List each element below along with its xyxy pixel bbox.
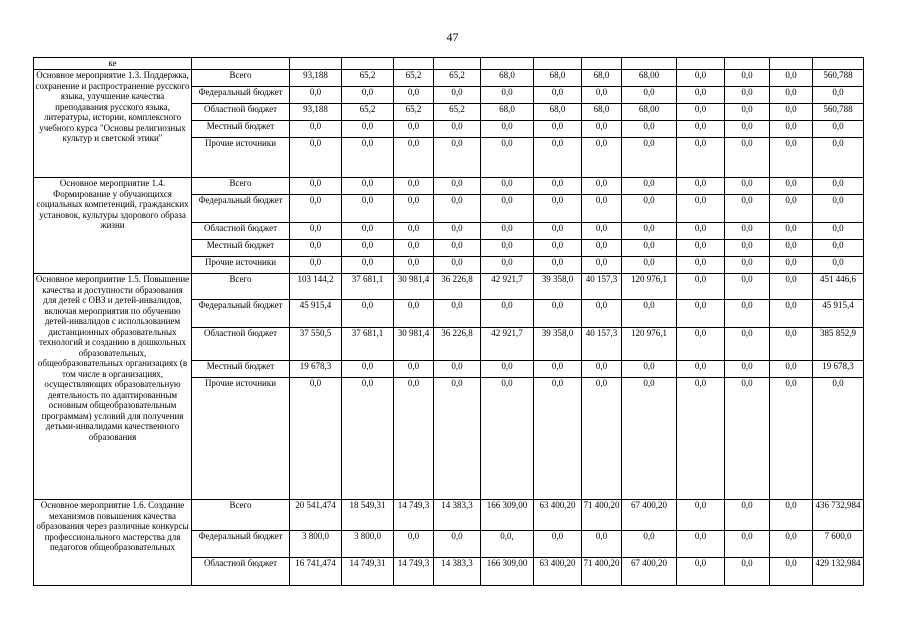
value-cell: 0,0 [342,138,394,178]
table-row [34,70,864,87]
value-cell: 0,0 [342,121,394,138]
value-cell: 0,0 [813,87,864,104]
value-cell: 0,0 [770,361,813,378]
value-cell: 0,0 [770,104,813,121]
value-cell: 0,0 [770,300,813,328]
value-cell: 16 741,474 [290,558,342,586]
value-cell: 71 400,20 [582,558,622,586]
value-cell: 0,0 [290,178,342,195]
value-cell: 0,0 [725,500,770,531]
continuation-row [34,58,864,70]
value-cell: 0,0 [582,138,622,178]
value-cell: 0,0 [725,223,770,240]
value-cell: 0,0 [725,257,770,274]
value-cell: 0,0 [342,300,394,328]
value-cell: 19 678,3 [813,361,864,378]
empty-cell [622,58,677,70]
value-cell: 67 400,20 [622,500,677,531]
value-cell: 65,2 [342,104,394,121]
value-cell: 0,0 [434,87,481,104]
value-cell: 36 226,8 [434,328,481,361]
value-cell: 0,0 [290,240,342,257]
value-cell: 0,0 [770,223,813,240]
value-cell: 71 400,20 [582,500,622,531]
value-cell: 0,0 [534,378,582,500]
value-cell: 0,0 [677,500,725,531]
value-cell: 0,0 [394,378,434,500]
value-cell: 0,0 [770,531,813,558]
value-cell: 0,0 [813,257,864,274]
value-cell: 0,0 [813,121,864,138]
funding-source: Федеральный бюджет [192,300,290,328]
value-cell: 0,0 [725,378,770,500]
value-cell: 0,0 [770,70,813,87]
value-cell: 0,0 [394,223,434,240]
value-cell: 0,0 [481,300,534,328]
value-cell: 0,0 [677,378,725,500]
value-cell: 14 383,3 [434,558,481,586]
value-cell: 63 400,20 [534,558,582,586]
funding-source: Всего [192,178,290,195]
value-cell: 0,0 [725,328,770,361]
value-cell: 68,0 [534,70,582,87]
value-cell: 0,0 [582,300,622,328]
activity-title: Основное мероприятие 1.4. Формирование у обучающихся социальных компетенций, гражданских установок, культуры здорового образа жизни [34,178,192,274]
table-body [34,58,864,586]
value-cell: 30 981,4 [394,328,434,361]
value-cell: 0,0 [342,223,394,240]
funding-source: Местный бюджет [192,361,290,378]
value-cell: 39 358,0 [534,274,582,300]
value-cell: 0,0 [677,70,725,87]
value-cell: 0,0 [725,178,770,195]
empty-cell [192,58,290,70]
value-cell: 45 915,4 [290,300,342,328]
value-cell: 0,0 [725,274,770,300]
value-cell: 19 678,3 [290,361,342,378]
value-cell: 0,0 [290,195,342,223]
value-cell: 0,0 [677,223,725,240]
value-cell: 0,0 [770,378,813,500]
value-cell: 93,188 [290,104,342,121]
value-cell: 0,0 [622,223,677,240]
value-cell: 0,0 [534,240,582,257]
value-cell: 0,0 [770,178,813,195]
page-number: 47 [446,30,459,44]
empty-cell [534,58,582,70]
value-cell: 0,0 [290,223,342,240]
value-cell: 3 800,0 [342,531,394,558]
value-cell: 120 976,1 [622,274,677,300]
value-cell: 0,0 [582,257,622,274]
value-cell: 0,0 [677,558,725,586]
value-cell: 0,0 [622,121,677,138]
value-cell: 0,0 [677,87,725,104]
value-cell: 40 157,3 [582,274,622,300]
value-cell: 14 749,3 [394,558,434,586]
value-cell: 0,0 [622,87,677,104]
value-cell: 0,0 [534,223,582,240]
value-cell: 0,0 [394,138,434,178]
value-cell: 560,788 [813,70,864,87]
value-cell: 0,0 [770,328,813,361]
value-cell: 0,0 [725,70,770,87]
value-cell: 0,0 [434,240,481,257]
empty-cell [342,58,394,70]
value-cell: 436 732,984 [813,500,864,531]
value-cell: 0,0 [434,361,481,378]
value-cell: 36 226,8 [434,274,481,300]
activity-title: Основное мероприятие 1.5. Повышение качества и доступности образования для детей с ОВЗ и детей-инвалидов, включая мероприятия по обучению детей-инвалидов с использованием дистанционных образовательных технологий и созданию в дошкольных образовательных, общеобразовательных организациях (в том числе в организациях, осуществляющих образовательную деятельность по адаптированным основным общеобразовательным программам) условий для получения детьми-инвалидами качественного образования [34,274,192,500]
value-cell: 0,0 [534,195,582,223]
value-cell: 0,0 [725,558,770,586]
value-cell: 37 681,1 [342,274,394,300]
funding-source: Всего [192,274,290,300]
value-cell: 0,0 [813,195,864,223]
value-cell: 0,0 [813,240,864,257]
value-cell: 68,0 [582,70,622,87]
value-cell: 0,0 [677,240,725,257]
continuation-cell: ке [34,58,192,70]
value-cell: 0,0 [394,257,434,274]
value-cell: 68,00 [622,104,677,121]
value-cell: 0,0 [582,378,622,500]
value-cell: 120 976,1 [622,328,677,361]
value-cell: 20 541,474 [290,500,342,531]
value-cell: 0,0 [725,300,770,328]
value-cell: 30 981,4 [394,274,434,300]
value-cell: 3 800,0 [290,531,342,558]
value-cell: 0,0 [813,223,864,240]
value-cell: 0,0 [394,300,434,328]
value-cell: 0,0 [534,361,582,378]
value-cell: 0,0 [725,138,770,178]
empty-cell [481,58,534,70]
value-cell: 0,0 [290,257,342,274]
value-cell: 0,0 [534,257,582,274]
value-cell: 0,0 [725,195,770,223]
table-row [34,178,864,195]
value-cell: 18 549,31 [342,500,394,531]
value-cell: 0,0 [481,361,534,378]
value-cell: 0,0 [770,257,813,274]
value-cell: 39 358,0 [534,328,582,361]
value-cell: 0,0 [813,178,864,195]
value-cell: 0,0 [342,257,394,274]
funding-source: Прочие источники [192,378,290,500]
value-cell: 0,0 [770,558,813,586]
value-cell: 0,0 [534,178,582,195]
value-cell: 0,0 [813,378,864,500]
value-cell: 0,0 [394,87,434,104]
value-cell: 65,2 [434,104,481,121]
activity-title: Основное мероприятие 1.3. Поддержка, сохранение и распространение русского языка, улучшение качества преподавания русского языка, литературы, истории, комплексного учебного курса "Основы религиозных культур и светской этики" [34,70,192,178]
funding-source: Местный бюджет [192,121,290,138]
funding-source: Прочие источники [192,138,290,178]
value-cell: 0,0 [677,531,725,558]
funding-source: Всего [192,500,290,531]
value-cell: 0,0 [677,121,725,138]
value-cell: 0,0 [582,361,622,378]
value-cell: 0,0 [677,257,725,274]
value-cell: 0,0 [770,121,813,138]
table-row [34,500,864,531]
budget-table [33,57,864,586]
value-cell: 0,0 [582,121,622,138]
value-cell: 429 132,984 [813,558,864,586]
value-cell: 0,0 [434,257,481,274]
value-cell: 0,0 [394,121,434,138]
value-cell: 0,0 [770,195,813,223]
value-cell: 0,0 [534,531,582,558]
value-cell: 0,0 [534,87,582,104]
funding-source: Местный бюджет [192,240,290,257]
value-cell: 0,0 [582,87,622,104]
value-cell: 0,0 [534,121,582,138]
value-cell: 0,0 [342,378,394,500]
value-cell: 0,0 [770,500,813,531]
value-cell: 0,0 [677,328,725,361]
value-cell: 65,2 [342,70,394,87]
value-cell: 0,0 [813,138,864,178]
value-cell: 0,0 [434,531,481,558]
value-cell: 67 400,20 [622,558,677,586]
value-cell: 166 309,00 [481,500,534,531]
value-cell: 0,0 [434,378,481,500]
funding-source: Прочие источники [192,257,290,274]
value-cell: 0,0 [481,257,534,274]
value-cell: 0,0 [622,240,677,257]
value-cell: 0,0 [725,240,770,257]
value-cell: 0,0 [677,195,725,223]
value-cell: 0,0 [725,531,770,558]
value-cell: 0,0 [290,87,342,104]
value-cell: 65,2 [394,104,434,121]
value-cell: 63 400,20 [534,500,582,531]
value-cell: 0,0 [434,121,481,138]
value-cell: 0,0 [677,300,725,328]
value-cell: 0,0 [434,178,481,195]
funding-source: Областной бюджет [192,328,290,361]
value-cell: 0,0 [342,87,394,104]
value-cell: 65,2 [394,70,434,87]
value-cell: 0,0 [622,178,677,195]
value-cell: 0,0 [481,138,534,178]
value-cell: 0,0 [677,361,725,378]
value-cell: 0,0 [622,257,677,274]
value-cell: 0,0 [290,378,342,500]
value-cell: 37 550,5 [290,328,342,361]
value-cell: 7 600,0 [813,531,864,558]
table-row [34,274,864,300]
value-cell: 0,0 [770,138,813,178]
value-cell: 0,0 [770,87,813,104]
value-cell: 0,0 [342,195,394,223]
value-cell: 68,0 [582,104,622,121]
empty-cell [434,58,481,70]
funding-source: Всего [192,70,290,87]
value-cell: 0,0 [622,195,677,223]
value-cell: 93,188 [290,70,342,87]
empty-cell [394,58,434,70]
value-cell: 0,0 [582,195,622,223]
value-cell: 0,0 [434,300,481,328]
value-cell: 0,0 [582,531,622,558]
funding-source: Областной бюджет [192,558,290,586]
value-cell: 0,0 [394,531,434,558]
value-cell: 0,0 [342,361,394,378]
value-cell: 0,0 [394,195,434,223]
value-cell: 68,00 [622,70,677,87]
funding-source: Федеральный бюджет [192,531,290,558]
value-cell: 14 749,3 [394,500,434,531]
value-cell: 451 446,6 [813,274,864,300]
value-cell: 42 921,7 [481,328,534,361]
value-cell: 0,0 [342,240,394,257]
value-cell: 0,0 [770,240,813,257]
value-cell: 0,0 [481,87,534,104]
value-cell: 0,0 [481,178,534,195]
empty-cell [290,58,342,70]
funding-source: Областной бюджет [192,223,290,240]
funding-source: Областной бюджет [192,104,290,121]
value-cell: 0,0 [622,300,677,328]
value-cell: 14 383,3 [434,500,481,531]
value-cell: 0,0 [725,87,770,104]
empty-cell [582,58,622,70]
value-cell: 0,0 [481,121,534,138]
value-cell: 0,0 [677,178,725,195]
value-cell: 166 309,00 [481,558,534,586]
empty-cell [725,58,770,70]
activity-title: Основное мероприятие 1.6. Создание механизмов повышения качества образования через различные конкурсы профессионального мастерства для педагогов общеобразовательных [34,500,192,586]
empty-cell [813,58,864,70]
value-cell: 0,0 [725,361,770,378]
value-cell: 0,0 [481,378,534,500]
empty-cell [677,58,725,70]
value-cell: 0,0 [622,531,677,558]
value-cell: 0,0 [394,361,434,378]
value-cell: 0,0 [770,274,813,300]
value-cell: 42 921,7 [481,274,534,300]
value-cell: 37 681,1 [342,328,394,361]
funding-source: Федеральный бюджет [192,87,290,104]
value-cell: 0,0 [725,104,770,121]
value-cell: 0,0 [481,195,534,223]
value-cell: 0,0 [394,240,434,257]
value-cell: 0,0 [622,138,677,178]
value-cell: 560,788 [813,104,864,121]
value-cell: 68,0 [481,104,534,121]
value-cell: 0,0 [290,138,342,178]
value-cell: 385 852,9 [813,328,864,361]
value-cell: 0,0 [534,300,582,328]
value-cell: 14 749,31 [342,558,394,586]
value-cell: 0,0 [290,121,342,138]
value-cell: 0,0 [582,240,622,257]
value-cell: 0,0 [677,104,725,121]
value-cell: 0,0 [481,240,534,257]
funding-source: Федеральный бюджет [192,195,290,223]
value-cell: 0,0 [582,223,622,240]
value-cell: 40 157,3 [582,328,622,361]
value-cell: 0,0 [622,378,677,500]
value-cell: 0,0 [534,138,582,178]
empty-cell [770,58,813,70]
value-cell: 68,0 [534,104,582,121]
value-cell: 0,0 [434,223,481,240]
value-cell: 45 915,4 [813,300,864,328]
value-cell: 0,0 [394,178,434,195]
value-cell: 0,0 [622,361,677,378]
value-cell: 0,0 [582,178,622,195]
value-cell: 0,0 [342,178,394,195]
value-cell: 65,2 [434,70,481,87]
value-cell: 0,0 [481,223,534,240]
value-cell: 0,0 [434,138,481,178]
value-cell: 0,0 [677,274,725,300]
value-cell: 0,0 [434,195,481,223]
value-cell: 0,0, [481,531,534,558]
value-cell: 0,0 [725,121,770,138]
value-cell: 103 144,2 [290,274,342,300]
value-cell: 68,0 [481,70,534,87]
value-cell: 0,0 [677,138,725,178]
